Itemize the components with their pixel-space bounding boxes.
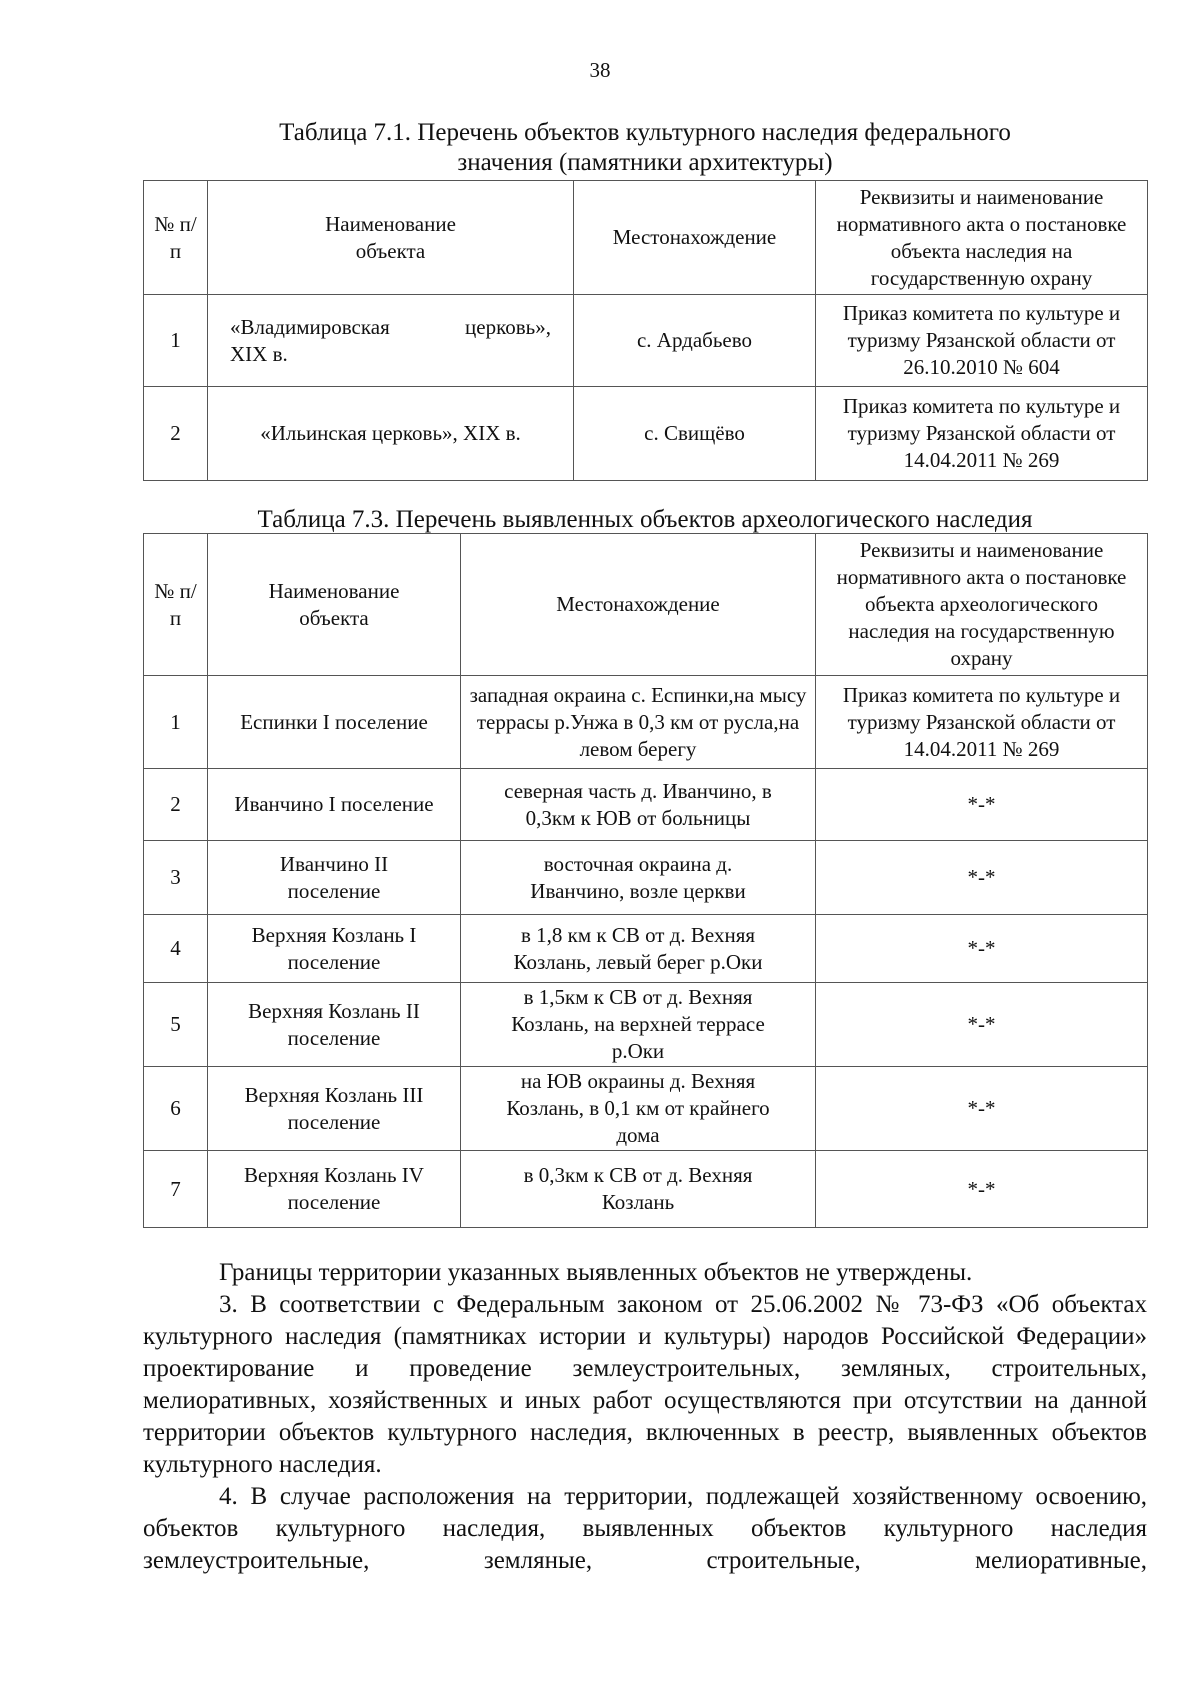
table-7-1-caption-line1: Таблица 7.1. Перечень объектов культурного наследия федерального [279, 119, 1011, 146]
row-location: с. Свищёво [574, 387, 816, 481]
header-name: Наименование объекта [208, 534, 461, 676]
row-name [208, 295, 574, 387]
table-row [144, 769, 1148, 841]
row-name: Верхняя Козлань II поселение [208, 983, 461, 1067]
table-row [144, 387, 1148, 481]
paragraph: Границы территории указанных выявленных объектов не утверждены. [219, 1259, 973, 1286]
row-name-line2: XIX в. [230, 341, 288, 366]
row-act: *-* [816, 1151, 1148, 1228]
row-act: *-* [816, 1067, 1148, 1151]
row-location: в 0,3км к СВ от д. Вехняя Козлань [461, 1151, 816, 1228]
row-act: *-* [816, 983, 1148, 1067]
header-location: Местонахождение [574, 181, 816, 295]
body-text [143, 1257, 1147, 1577]
row-act: Приказ комитета по культуре и туризму Рязанской области от 14.04.2011 № 269 [816, 676, 1148, 769]
header-num: № п/п [144, 181, 208, 295]
header-act: Реквизиты и наименование нормативного акта о постановке объекта археологического наследия на государственную охрану [816, 534, 1148, 676]
row-name-line1: «Владимировская церковь», [230, 314, 551, 339]
row-act: *-* [816, 769, 1148, 841]
table-7-3 [143, 533, 1148, 1228]
row-name: Верхняя Козлань III поселение [208, 1067, 461, 1151]
paragraph: 3. В соответствии с Федеральным законом от 25.06.2002 № 73-ФЗ «Об объектах культурного наследия (памятниках истории и культуры) народов Российской Федерации» проектирование и проведение землеустроительных, земляных, строительных, мелиоративных, хозяйственных и иных работ осуществляются при отсутствии на данной территории объектов культурного наследия, включенных в реестр, выявленных объектов культурного наследия. [143, 1291, 1147, 1478]
row-location: на ЮВ окраины д. Вехняя Козлань, в 0,1 км от крайнего дома [461, 1067, 816, 1151]
row-name: Иванчино II поселение [208, 841, 461, 915]
row-num: 4 [144, 915, 208, 983]
row-location: в 1,8 км к СВ от д. Вехняя Козлань, левый берег р.Оки [461, 915, 816, 983]
table-row [144, 841, 1148, 915]
row-name: Еспинки I поселение [208, 676, 461, 769]
table-7-1-header-row [144, 181, 1148, 295]
row-num: 3 [144, 841, 208, 915]
row-act: *-* [816, 841, 1148, 915]
row-num: 6 [144, 1067, 208, 1151]
table-7-1-caption [143, 118, 1147, 178]
table-7-1-caption-line2: значения (памятники архитектуры) [457, 149, 833, 176]
row-num: 2 [144, 387, 208, 481]
table-row [144, 1067, 1148, 1151]
table-7-3-header-row [144, 534, 1148, 676]
paragraph: 4. В случае расположения на территории, подлежащей хозяйственному освоению, объектов культурного наследия, выявленных объектов культурного наследия землеустроительные, земляные, строительные, мелиоративные, [143, 1483, 1147, 1574]
table-7-3-caption: Таблица 7.3. Перечень выявленных объектов археологического наследия [257, 506, 1033, 533]
row-name: «Ильинская церковь», XIX в. [208, 387, 574, 481]
row-location: с. Ардабьево [574, 295, 816, 387]
row-act: *-* [816, 915, 1148, 983]
row-name: Иванчино I поселение [208, 769, 461, 841]
header-name: Наименование объекта [208, 181, 574, 295]
table-row [144, 295, 1148, 387]
row-act: Приказ комитета по культуре и туризму Рязанской области от 14.04.2011 № 269 [816, 387, 1148, 481]
row-location: северная часть д. Иванчино, в 0,3км к ЮВ от больницы [461, 769, 816, 841]
row-num: 1 [144, 295, 208, 387]
table-row [144, 983, 1148, 1067]
row-num: 2 [144, 769, 208, 841]
header-act: Реквизиты и наименование нормативного акта о постановке объекта наследия на государственную охрану [816, 181, 1148, 295]
row-num: 7 [144, 1151, 208, 1228]
table-row [144, 915, 1148, 983]
row-name: Верхняя Козлань IV поселение [208, 1151, 461, 1228]
row-act: Приказ комитета по культуре и туризму Рязанской области от 26.10.2010 № 604 [816, 295, 1148, 387]
row-num: 5 [144, 983, 208, 1067]
row-location: восточная окраина д. Иванчино, возле церкви [461, 841, 816, 915]
row-num: 1 [144, 676, 208, 769]
header-num: № п/п [144, 534, 208, 676]
row-location: западная окраина с. Еспинки,на мысу террасы р.Унжа в 0,3 км от русла,на левом берегу [461, 676, 816, 769]
table-row [144, 676, 1148, 769]
row-name: Верхняя Козлань I поселение [208, 915, 461, 983]
table-row [144, 1151, 1148, 1228]
table-7-1 [143, 180, 1148, 481]
header-location: Местонахождение [461, 534, 816, 676]
row-location: в 1,5км к СВ от д. Вехняя Козлань, на верхней террасе р.Оки [461, 983, 816, 1067]
page-number: 38 [589, 58, 611, 82]
